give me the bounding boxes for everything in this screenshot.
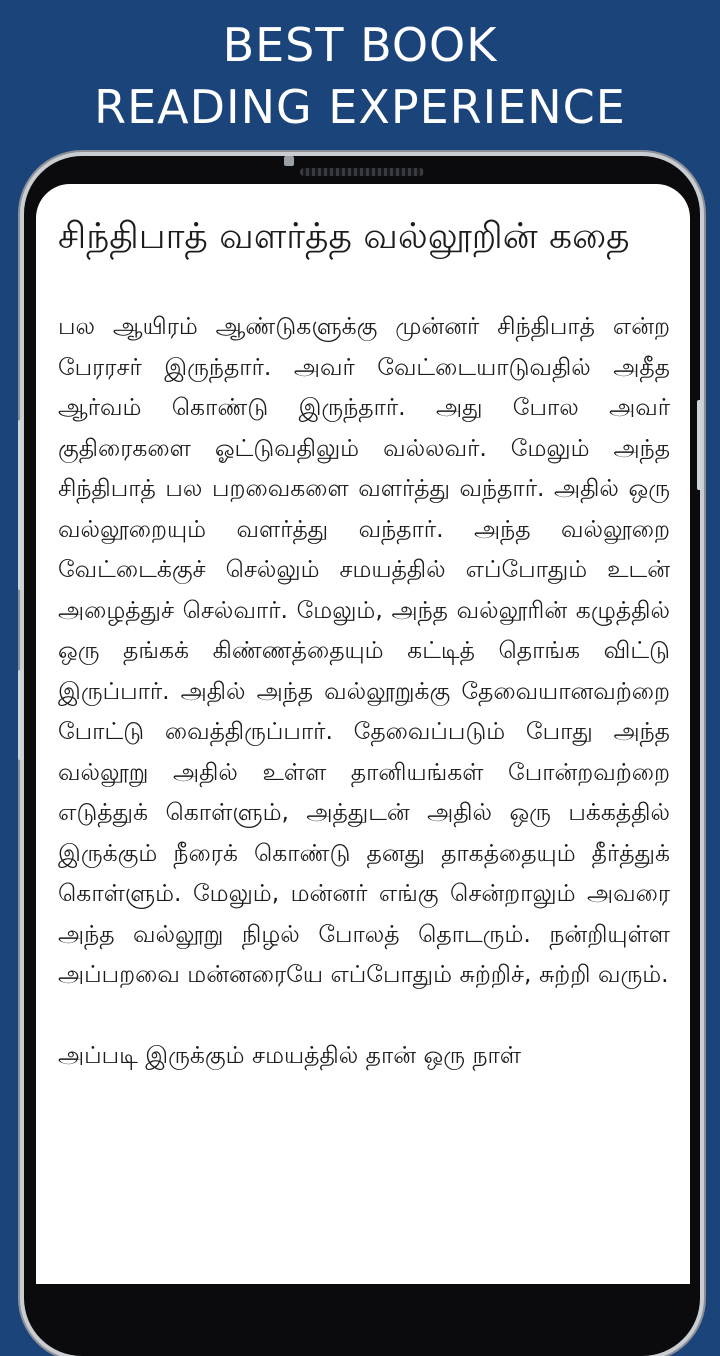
earpiece-speaker xyxy=(300,168,424,176)
story-title: சிந்திபாத் வளர்த்த வல்லூறின் கதை xyxy=(58,216,630,257)
power-button xyxy=(697,400,702,490)
story-paragraph: அப்படி இருக்கும் சமயத்தில் தான் ஒரு நாள் xyxy=(58,1040,522,1069)
story-body[interactable] xyxy=(58,306,670,1075)
volume-button-secondary xyxy=(18,670,23,760)
reader-screen[interactable] xyxy=(36,184,690,1284)
promo-headline xyxy=(0,14,720,138)
promo-line-1: BEST BOOK xyxy=(222,18,498,72)
sensor-dot xyxy=(284,156,294,166)
promo-line-2: READING EXPERIENCE xyxy=(94,80,626,134)
volume-button xyxy=(18,420,23,590)
story-paragraph: பல ஆயிரம் ஆண்டுகளுக்கு முன்னர் சிந்திபாத் என்ற பேரரசர் இருந்தார். அவர் வேட்டையாடுவதில் அதீத ஆர்வம் கொண்டு இருந்தார். அது போல அவர் குதிரைகளை ஓட்டுவதிலும் வல்லவர். மேலும் அந்த சிந்திபாத் பல பறவைகளை வளர்த்து வந்தார். அதில் ஒரு வல்லூறையும் வளர்த்து வந்தார். அந்த வல்லூறை வேட்டைக்குச் செல்லும் சமயத்தில் எப்போதும் உடன் அழைத்துச் செல்வார். மேலும், அந்த வல்லூரின் கழுத்தில் ஒரு தங்கக் கிண்ணத்தையும் கட்டித் தொங்க விட்டு இருப்பார். அதில் அந்த வல்லூறுக்கு தேவையானவற்றை போட்டு வைத்திருப்பார். தேவைப்படும் போது அந்த வல்லூறு அதில் உள்ள தானியங்கள் போன்றவற்றை எடுத்துக் கொள்ளும், அத்துடன் அதில் ஒரு பக்கத்தில் இருக்கும் நீரைக் கொண்டு தனது தாகத்தையும் தீர்த்துக் கொள்ளும். மேலும், மன்னர் எங்கு சென்றாலும் அவரை அந்த வல்லூறு நிழல் போலத் தொடரும். நன்றியுள்ள அப்பறவை மன்னரையே எப்போதும் சுற்றிச், சுற்றி வரும். xyxy=(58,312,670,988)
